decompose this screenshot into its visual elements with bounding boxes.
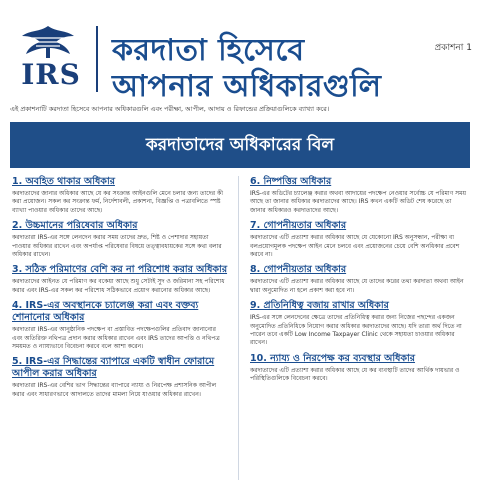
irs-logo-text: IRS: [21, 58, 81, 91]
right-title: 10. ন্যায্য ও নিরপেক্ষ কর ব্যবস্থার অধিকার: [250, 352, 416, 364]
intro-text: এই প্রকাশনাটি করদাতা হিসেবে আপনার অধিকারগুলি এবং পরীক্ষা, আপীল, আদায় ও রিফান্ডের প্রক্রিয়াগুলিকে ব্যাখ্যা করে।: [10, 105, 330, 113]
page-title-line2: আপনার অধিকারগুলি: [112, 69, 382, 104]
right-title: 4. IRS-এর অবস্থানকে চ্যালেঞ্জ করা এবং বক্তব্য শোনানোর অধিকার: [12, 300, 199, 324]
publication-number: প্রকাশনা 1: [434, 43, 472, 53]
right-section: [250, 264, 466, 295]
right-body: করদাতারা IRS-এর সঙ্গে লেনদেন করার সময় তাদের দ্রুত, শিষ্ট ও পেশাদার সহায়তা পাওয়ার অধিকার রাখেন এবং অপর্যাপ্ত পরিষেবার বিষয়ে তত্ত্বাবধায়কের সঙ্গে কথা বলার অধিকার রাখেন।: [12, 234, 222, 259]
right-title: 8. গোপনীয়তার অধিকার: [250, 264, 347, 276]
right-body: করদাতাদের জানার অধিকার আছে যে কর সংক্রান্ত আইনগুলি মেনে চলার জন্য তাদের কী করা প্রয়োজন। সকল কর সংক্রান্ত ফর্ম, নির্দেশাবলী, প্রকাশনা, বিজ্ঞপ্তি ও পত্রাবলিতে স্পষ্ট ব্যাখ্যা পাওয়ার অধিকার তাদের আছে।: [12, 190, 223, 214]
right-title: 3. সঠিক পরিমাণের বেশি কর না পরিশোধ করার অধিকার: [12, 264, 228, 276]
right-body: IRS-এর সঙ্গে লেনদেনের ক্ষেত্রে তাদের প্রতিনিধিত্ব করার জন্য নিজের পছন্দের একজন অনুমোদিত প্রতিনিধিকে নিয়োগ করার অধিকার করদাতাদের আছে। যদি তারা অর্থ দিতে না পারেন তবে একটি Low Income Taxpayer Clinic থেকে সহায়তা চাওয়ার অধিকার রাখেন।: [250, 314, 462, 347]
left-column: [12, 176, 228, 404]
right-body: করদাতারা IRS-এর বেশির ভাগ সিদ্ধান্তের ব্যাপারে ন্যায্য ও নিরপেক্ষ প্রশাসনিক আপীল করার এবং সাধারণভাবে আদালতে তাদের মামলা নিয়ে যাওয়ার অধিকার রাখেন।: [12, 382, 217, 398]
section-banner: করদাতাদের অধিকারের বিল: [10, 122, 470, 168]
right-title: 1. অবহিত থাকার অধিকার: [12, 176, 115, 187]
right-section: [250, 300, 466, 348]
eagle-icon: [18, 22, 78, 60]
right-title: 5. IRS-এর সিদ্ধান্তের ব্যাপারে একটি স্বাধীন ফোরামে আপীল করার অধিকার: [12, 356, 215, 380]
right-title: 2. উচ্চমানের পরিষেবার অধিকার: [12, 220, 138, 232]
column-divider: [238, 176, 239, 480]
right-section: [250, 353, 466, 384]
irs-logo: [12, 22, 90, 94]
right-body: করদাতাদের এটি প্রত্যাশা করার অধিকার আছে যে তাদের করের তথ্য করদাতা অথবা আইন দ্বারা অনুমোদিত না হলে প্রকাশ করা হবে না।: [250, 278, 464, 294]
header: [0, 0, 480, 104]
right-title: 9. প্রতিনিধিত্ব বজায় রাখার অধিকার: [250, 300, 389, 312]
right-section: [250, 220, 466, 259]
header-divider: [96, 26, 98, 92]
right-body: IRS-এর অডিটের চ্যালেঞ্জ করার অথবা আদায়ের পদক্ষেপ নেওয়ার সর্বোচ্চ যে পরিমাণ সময় আছে তা জানার অধিকার করদাতাদের আছে। IRS কখন একটি অডিট শেষ করেছে তা জানার অধিকারও করদাতাদের আছে।: [250, 190, 466, 214]
right-section: [12, 176, 228, 215]
right-body: করদাতাদের আইনত যে পরিমাণ কর বকেয়া আছে শুধু সেটাই সুদ ও জরিমানা সহ পরিশোধ করার এবং IRS-এর সকল কর পরিশোধ সঠিকভাবে প্রয়োগ করানোর অধিকার আছে।: [12, 278, 225, 294]
right-section: [12, 220, 228, 259]
right-section: [12, 264, 228, 295]
right-section: [12, 300, 228, 351]
page-title-line1: করদাতা হিসেবে: [112, 33, 305, 68]
right-section: [12, 356, 228, 399]
right-column: [250, 176, 466, 389]
right-title: 7. গোপনীয়তার অধিকার: [250, 220, 347, 232]
right-body: করদাতাদের এটি প্রত্যাশা করার অধিকার আছে যে যেকোনো IRS অনুসন্ধান, পরীক্ষা বা বলপ্রয়োগমূলক পদক্ষেপ আইন মেনে চলবে এবং প্রয়োজনের চেয়ে বেশি অনধিকার প্রবেশ করবে না।: [250, 234, 460, 259]
right-section: [250, 176, 466, 215]
right-body: করদাতারা IRS-এর আনুষ্ঠানিক পদক্ষেপ বা প্রস্তাবিত পদক্ষেপগুলির প্রতিবাদ জানানোর এবং অতিরিক্ত নথিপত্র প্রদান করার অধিকার রাখেন এবং IRS তাদের আপত্তি ও নথিপত্র সময়মত ও ন্যায্যভাবে বিবেচনা করবে বলে আশা করেন।: [12, 326, 220, 351]
right-title: 6. নিষ্পত্তির অধিকার: [250, 176, 332, 187]
right-body: করদাতাদের এটি প্রত্যাশা করার অধিকার আছে যে কর ব্যবস্থাটি তাদের আর্থিক দায়ভার ও পরিস্থিতিগুলিকে বিবেচনা করবে।: [250, 366, 460, 383]
